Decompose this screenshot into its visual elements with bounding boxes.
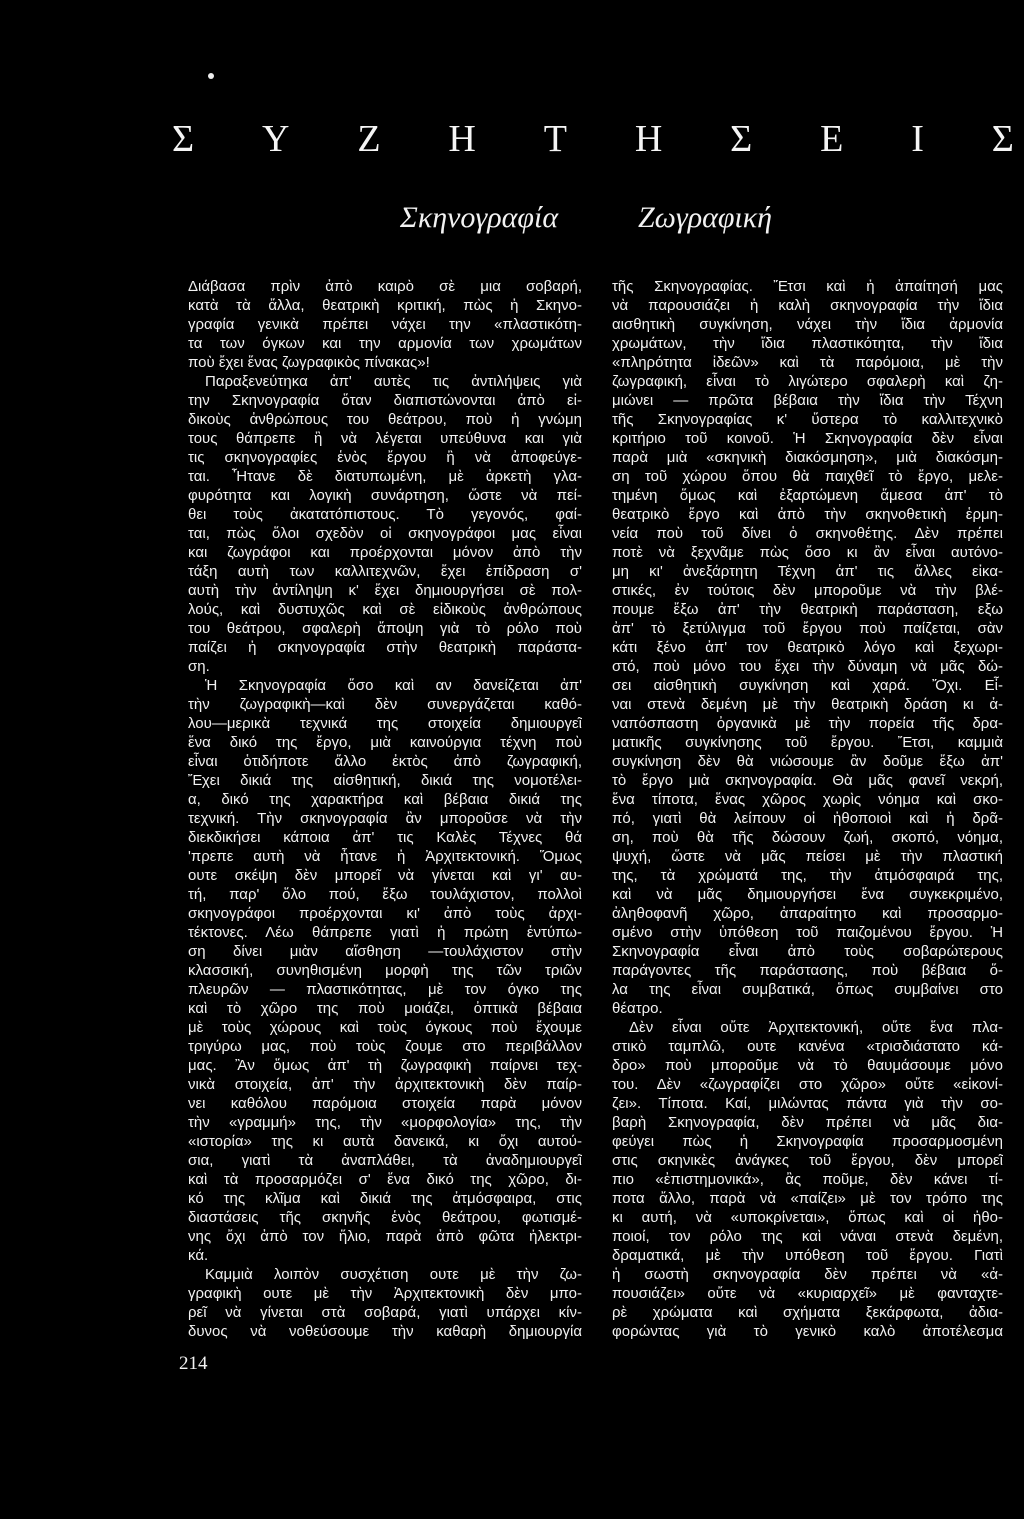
text-line: θεατρικὸ ἔργο καὶ ἀπὸ τὴν σκηνοθετικὴ ἑρμη- [612,506,1003,523]
text-line: φορώντας γιὰ τὸ γενικὸ καλὸ ἀποτέλεσμα [612,1323,1003,1340]
text-line: ση τοῦ χώρου ὅπου θὰ παιχθεῖ τὸ ἔργο, μελε- [612,468,1003,485]
text-line: τὴν ζωγραφικὴ—καὶ δὲν συνεργάζεται καθό- [188,696,582,713]
text-line: νει καθόλου παρόμοια στοιχεία παρὰ μόνον [188,1095,582,1112]
section-header-letter: Η [634,118,663,160]
text-line: καὶ νὰ μᾶς δημιουργήσει ἕνα συγκεκριμένο, [612,886,1003,903]
text-line: διαστάσεις τῆς σκηνῆς ἑνὸς θεάτρου, φωτισμέ- [188,1209,582,1226]
text-line: σμένο στὴν ὑπόθεση τοῦ παιζομένου ἔργου. Ἡ [612,924,1003,941]
text-line: στικές, ἐν τούτοις δὲν μποροῦμε νὰ τὴν βλέ- [612,582,1003,599]
text-line: δικοὺς ἀνθρώπους του θεάτρου, ποὺ ἡ γνώμη [188,411,582,428]
text-line: διεκδικήσει κάποια ἀπ' τις Καλὲς Τέχνες θά [188,829,582,846]
text-line: ρεῖ νὰ γίνεται στὰ σοβαρά, γιατὶ υπάρχει κίν- [188,1304,582,1321]
bullet-dot [208,73,214,79]
text-line: δραματικά, μὲ τὴν υπόθεση τοῦ ἔργου. Γιατὶ [612,1247,1003,1264]
text-line: την Σκηνογραφία ὅταν διαπιστώνονται ἀπὸ εἰ- [188,392,582,409]
text-line: και ζωγράφοι και προέρχονται μόνον ἀπὸ τὴν [188,544,582,561]
text-line: μὲ τοὺς χώρους καὶ τοὺς όγκους ποὺ ἔχουμε [188,1019,582,1036]
text-line: ποὺ ἔχει ἕνας ζωγραφικὸς πίνακας»! [188,354,430,371]
text-line: γραφικὴ ουτε μὲ τὴν Ἀρχιτεκτονικὴ δὲν μπο- [188,1285,582,1302]
text-line: 'πρεπε αυτὴ νὰ ἦτανε ἡ Ἀρχιτεκτονική. Ὅμως [188,848,582,865]
text-line: ναι στενὰ δεμένη μὲ τὴν θεατρικὴ δράση κι ἀ- [612,696,1003,713]
text-line: τριγύρω μας, ποὺ τοὺς ζουμε στο περιβάλλον [188,1038,582,1055]
text-line: τῆς Σκηνογραφίας. Ἔτσι καὶ ἡ ἀπαίτησή μας [612,278,1003,295]
text-line: αισθητικὴ συγκίνηση, νάχει τὴν ἴδια ἀρμονία [612,316,1003,333]
left-column [188,277,582,1341]
text-line: τους θάπρεπε ἢ νὰ λέγεται υπεύθυνα και γιὰ [188,430,582,447]
section-header-letter: Η [448,118,476,160]
text-line: πιο «ἐπιστημονικά», ἂς ποῦμε, δὲν κάνει τί- [612,1171,1003,1188]
text-line: κάτι ξένο ἀπ' τον θεατρικὸ λόγο καὶ ξεχωρι- [612,639,1003,656]
text-line: ψυχή, ὥστε νὰ μᾶς πείσει μὲ τὴν πλαστική [612,848,1003,865]
text-line: παράγοντες τῆς παράστασης, ποὺ βέβαια ὅ- [612,962,1003,979]
text-line: Παραξενεύτηκα ἀπ' αυτὲς τις ἀντιλήψεις γιὰ [205,373,582,390]
text-line: του. Δὲν «ζωγραφίζει στο χῶρο» οὔτε «εἰκονί- [612,1076,1003,1093]
text-line: ἀληθοφανῆ χῶρο, ἀπαραίτητο καὶ προσαρμο- [612,905,1003,922]
text-line: τάξη αυτὴ των καλλιτεχνῶν, ἔχει ἐπίδραση σ' [188,563,582,580]
text-line: τὸ ἔργο μιὰ σκηνογραφία. Θὰ μᾶς φανεῖ νεκρή, [612,772,1003,789]
section-header [172,117,1014,161]
page-number: 214 [179,1353,208,1374]
text-line: ρὲ χρώματα καὶ σχήματα ξεκάρφωτα, ἀδια- [612,1304,1003,1321]
text-line: ση δίνει μιὰν αἴσθηση —τουλάχιστον στὴν [188,943,582,960]
text-line: χρωμάτων, τὴν ἴδια πλαστικότητα, τὴν ἴδια [612,335,1003,352]
text-line: κό της κλῖμα καὶ δικιά της ἀτμόσφαιρα, στις [188,1190,582,1207]
text-line: τις σκηνογραφίες ἑνὸς ἔργου ἢ νὰ ἀποφεύγε- [188,449,582,466]
text-line: τημένη ὅμως καὶ ἐξαρτώμενη ἄμεσα ἀπ' τὸ [612,487,1003,504]
text-line: νὰ παρουσιάζει ἡ καλὴ σκηνογραφία τὴν ἴδια [612,297,1003,314]
text-line: ται, πὼς ὅλοι σχεδὸν οἱ σκηνογράφοι μας εἶναι [188,525,582,542]
text-line: συγκίνηση δὲν θὰ νιώσουμε ἂν δοῦμε ἔξω ἀπ' [612,753,1003,770]
text-line: πουμε ἔξω ἀπ' τὴν θεατρικὴ παράσταση, εξω [612,601,1003,618]
text-line: Καμμιὰ λοιπὸν συσχέτιση ουτε μὲ τὴν ζω- [205,1266,582,1283]
text-line: κά. [188,1247,209,1264]
section-header-letter: Ζ [357,118,381,160]
text-line: παίζει ἡ σκηνογραφία στὴν θεατρικὴ παράστα- [188,639,582,656]
text-line: σει αἰσθητικὴ συγκίνηση καὶ χαρά. Ὄχι. Εἶ- [612,677,1003,694]
text-line: του θεάτρου, σφαλερὴ ἄποψη γιὰ τὸ ρόλο ποὺ [188,620,582,637]
text-line: φεύγει πὼς ἡ Σκηνογραφία προσαρμοσμένη [612,1133,1003,1150]
text-line: ἀπ' τὸ ξετύλιγμα τοῦ ἔργου ποὺ παίζεται, σὰν [612,620,1003,637]
text-line: ναπόσπαστη ὀργανικὰ μὲ τὴν πορεία τῆς δρα- [612,715,1003,732]
text-line: λα της εἶναι συμβατικά, ὅπως συμβαίνει στο [612,981,1003,998]
section-header-letter: Ε [820,118,844,160]
section-header-letter: Σ [172,118,195,160]
text-line: βαρὴ Σκηνογραφία, δὲν πρέπει νὰ μᾶς δια- [612,1114,1003,1131]
text-line: τὴν «γραμμή» της, τὴν «μορφολογία» της, τὴν [188,1114,582,1131]
text-line: ση, ποὺ θὰ τῆς δώσουν ζωή, σκοπό, νόημα, [612,829,1003,846]
text-line: σια, γιατὶ τὰ ἀναπλάθει, τὰ ἀναδημιουργεῖ [188,1152,582,1169]
text-line: ἕνα τίποτα, ἕνας χῶρος χωρὶς νόημα καὶ σκο- [612,791,1003,808]
article-title-right: Ζωγραφική [638,201,773,234]
text-line: θει τοὺς ἀκατατόπιστους. Τὸ γεγονός, φαί- [188,506,582,523]
text-line: τεχνική. Τὴν σκηνογραφία ἂν μποροῦσε νὰ τὴν [188,810,582,827]
section-header-letter: Σ [730,118,753,160]
text-line: κριτήριο τοῦ κοινοῦ. Ἡ Σκηνογραφία δὲν εἶναι [612,430,1003,447]
text-line: τα των όγκων και την αρμονία των χρωμάτων [188,335,582,352]
text-line: ἡ σωστὴ σκηνογραφία δὲν πρέπει νὰ «ἀ- [612,1266,1003,1283]
text-line: εἶναι ὁτιδήποτε ἄλλο ἐκτὸς ἀπὸ ζωγραφική, [188,753,582,770]
text-line: κατὰ τὰ ἄλλα, θεατρικὴ κριτική, πὼς ἡ Σκηνο- [188,297,582,314]
text-line: «πληρότητα ἰδεῶν» καὶ τὰ παρόμοια, μὲ τὴν [612,354,1003,371]
text-line: της, τὰ χρώματά της, τὴν ἀτμόσφαιρά της, [612,867,1003,884]
text-line: θέατρο. [612,1000,663,1017]
text-line: μη κι' ἀνεξάρτητη Τέχνη ἀπ' τις ἄλλες εἰκα- [612,563,1003,580]
text-line: στό, ποὺ μόνο του ἔχει τὴν δύναμη νὰ μᾶς δώ- [612,658,1003,675]
text-line: μιώνει — πρῶτα βέβαια τὴν ἴδια τὴν Τέχνη [612,392,1003,409]
text-line: ποτα ἄλλο, παρὰ νὰ «παίζει» μὲ τον τρόπο της [612,1190,1003,1207]
text-line: λου—μερικὰ τεχνικά της στοιχεία δημιουργεῖ [188,715,582,732]
text-line: δρο» ποὺ μποροῦμε νὰ τὸ θαυμάσουμε μόνο [612,1057,1003,1074]
text-line: στικὸ ταμπλῶ, ουτε κανένα «τρισδιάστατο κά- [612,1038,1003,1055]
text-line: νικὰ στοιχεία, ἀπ' τὴν ἀρχιτεκτονικὴ δὲν παίρ- [188,1076,582,1093]
section-header-letter: Τ [543,118,567,160]
text-line: καὶ τὸ χῶρο της ποὺ μοιάζει, ὀπτικὰ βέβαια [188,1000,582,1017]
text-line: ζει». Τίποτα. Καί, μιλώντας πάντα γιὰ τὴν σο- [612,1095,1003,1112]
text-line: δυνος νὰ νοθεύσουμε τὴν καθαρὴ δημιουργία [188,1323,582,1340]
text-line: Δὲν εἶναι οὔτε Ἀρχιτεκτονική, οὔτε ἕνα πλα- [629,1019,1003,1036]
text-line: φυρότητα και λογικὴ συνάρτηση, ὥστε νὰ πεί- [188,487,582,504]
text-line: ἕνα δικό της ἔργο, μιὰ καινούργια τέχνη ποὺ [188,734,582,751]
text-line: Διάβασα πρὶν ἀπὸ καιρὸ σὲ μια σοβαρή, [188,278,582,295]
article-title-left: Σκηνογραφία [400,201,559,234]
text-line: στις σκηνικὲς ἀνάγκες τοῦ ἔργου, δὲν μπορεῖ [612,1152,1003,1169]
text-line: τέκτονες. Λέω θάπρεπε γιατὶ ἡ πρώτη ἐντύπω- [188,924,582,941]
text-line: «ιστορία» της κι αυτὰ δανεικά, κι ὄχι αυτού- [188,1133,582,1150]
text-line: ποτὲ νὰ ξεχνᾶμε πὼς ὅσο κι ἂν εἶναι αυτόνο- [612,544,1003,561]
text-line: κι αυτή, νὰ «υποκρίνεται», ὅπως καὶ οἱ ἠθο- [612,1209,1003,1226]
section-header-letter: Ι [911,118,924,160]
text-line: νεία ποὺ τοῦ δίνει ὁ σκηνοθέτης. Δὲν πρέπει [612,525,1003,542]
section-header-letter: Υ [262,118,290,160]
text-line: κλασσική, συνηθισμένη μορφὴ της τῶν τριῶν [188,962,582,979]
text-line: ουτε σκέψη δὲν μπορεῖ νὰ γίνεται καὶ γι' αυ- [188,867,582,884]
text-line: Ἔχει δικιά της αἰσθητική, δικιά της νομοτέλει- [188,772,582,789]
text-line: νης ὄχι ἀπὸ τον ἥλιο, παρὰ ἀπὸ φῶτα ἠλεκτρι- [188,1228,582,1245]
text-line: γραφία γενικὰ πρέπει νάχει την «πλαστικότη- [188,316,582,333]
text-line: α, δικό της χαρακτήρα καὶ βέβαια δικιά της [188,791,582,808]
text-line: Ἡ Σκηνογραφία ὅσο καὶ αν δανείζεται ἀπ' [205,677,582,694]
text-line: μας. Ἂν ὅμως ἀπ' τὴ ζωγραφικὴ παίρνει τεχ- [188,1057,582,1074]
text-line: καὶ τὰ προσαρμόζει σ' ἕνα δικό της χῶρο, δι- [188,1171,582,1188]
text-line: τῆς Σκηνογραφίας κ' ὕστερα τὸ καλλιτεχνικὸ [612,411,1003,428]
text-line: πό, γιατὶ θὰ λείπουν οἱ ἠθοποιοὶ καὶ ἡ δρᾶ- [612,810,1003,827]
text-line: λούς, καὶ δυστυχῶς καὶ σὲ εἰδικοὺς ἀνθρώπους [188,601,582,618]
text-line: Σκηνογραφία εἶναι ἀπὸ τοὺς σοβαρώτερους [612,943,1003,960]
text-line: αυτὴ τὴν ἀντίληψη κ' ἔχει δημιουργήσει σὲ πολ- [188,582,582,599]
text-line: ματικῆς συγκίνησης τοῦ ἔργου. Ἔτσι, καμμιὰ [612,734,1003,751]
text-line: τή, παρ' ὅλο πού, ἔξω τουλάχιστον, πολλοὶ [188,886,582,903]
text-line: ποιοί, τον ρόλο της καὶ νάναι στενὰ δεμένη, [612,1228,1003,1245]
right-column [612,277,1003,1341]
text-line: ση. [188,658,210,675]
text-line: ται. Ἦτανε δὲ διατυπωμένη, μὲ ἀρκετὴ γλα- [188,468,582,485]
section-header-letter: Σ [991,118,1014,160]
text-line: παρὰ μιὰ «σκηνικὴ διακόσμηση», μιὰ διακόσμη- [612,449,1003,466]
text-line: πλευρῶν — πλαστικότητας, μὲ τον όγκο της [188,981,582,998]
text-line: σκηνογράφοι προέρχονται κι' ἀπὸ τοὺς ἀρχι- [188,905,582,922]
text-line: πουσιάζει» οὔτε νὰ «κυριαρχεῖ» μὲ φανταχτε- [612,1285,1003,1302]
text-line: ζωγραφική, εἶναι τὸ λιγώτερο σφαλερὴ καὶ ζη- [612,373,1003,390]
